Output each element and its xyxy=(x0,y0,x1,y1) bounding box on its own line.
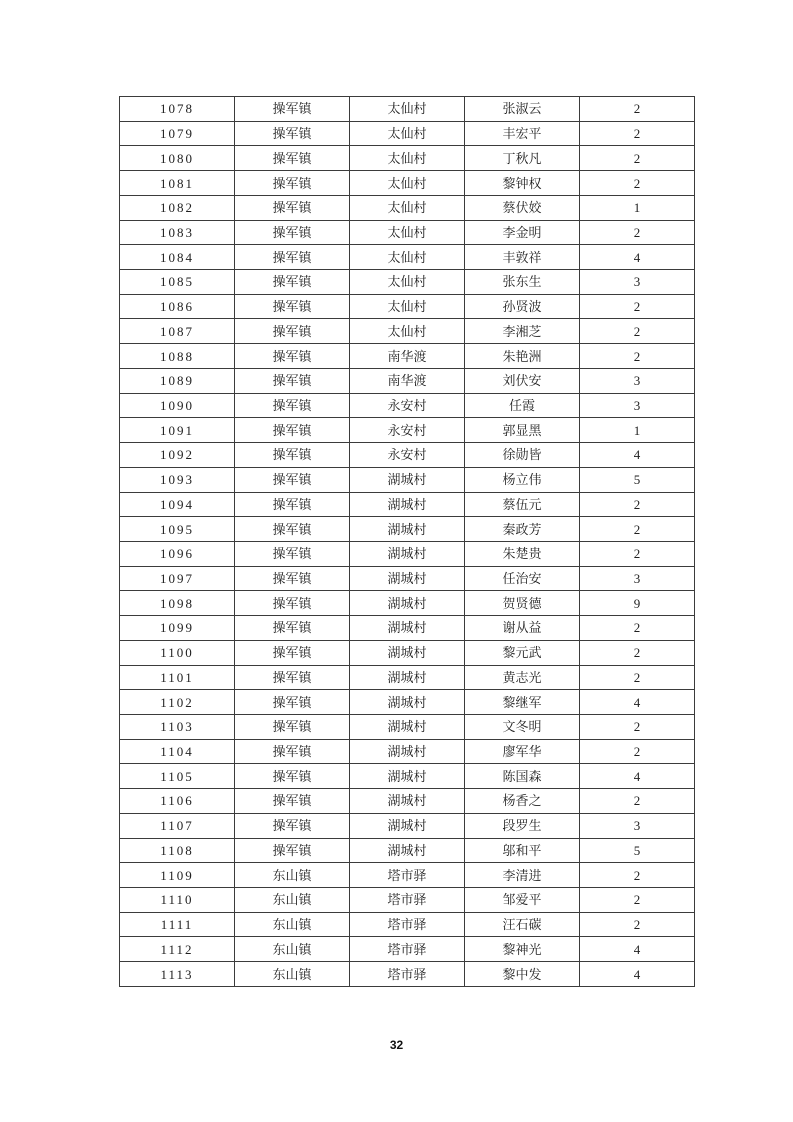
cell-count: 5 xyxy=(580,467,695,492)
cell-serial: 1104 xyxy=(120,739,235,764)
cell-town: 操军镇 xyxy=(235,393,350,418)
cell-count: 2 xyxy=(580,294,695,319)
cell-serial: 1091 xyxy=(120,418,235,443)
cell-town: 操军镇 xyxy=(235,616,350,641)
cell-name: 郭显黑 xyxy=(465,418,580,443)
cell-serial: 1093 xyxy=(120,467,235,492)
cell-serial: 1094 xyxy=(120,492,235,517)
cell-village: 湖城村 xyxy=(350,838,465,863)
table-row xyxy=(120,813,695,838)
cell-serial: 1088 xyxy=(120,344,235,369)
cell-name: 张淑云 xyxy=(465,97,580,122)
table-row xyxy=(120,566,695,591)
cell-name: 黎中发 xyxy=(465,962,580,987)
table-row xyxy=(120,294,695,319)
table-row xyxy=(120,393,695,418)
cell-town: 操军镇 xyxy=(235,714,350,739)
cell-village: 太仙村 xyxy=(350,270,465,295)
cell-count: 3 xyxy=(580,566,695,591)
cell-town: 操军镇 xyxy=(235,121,350,146)
cell-count: 2 xyxy=(580,97,695,122)
cell-name: 张东生 xyxy=(465,270,580,295)
cell-serial: 1110 xyxy=(120,888,235,913)
cell-name: 杨立伟 xyxy=(465,467,580,492)
cell-town: 操军镇 xyxy=(235,344,350,369)
cell-town: 东山镇 xyxy=(235,912,350,937)
cell-village: 太仙村 xyxy=(350,97,465,122)
cell-serial: 1097 xyxy=(120,566,235,591)
table-row xyxy=(120,146,695,171)
table-row xyxy=(120,690,695,715)
cell-town: 操军镇 xyxy=(235,467,350,492)
cell-serial: 1102 xyxy=(120,690,235,715)
cell-village: 湖城村 xyxy=(350,541,465,566)
cell-serial: 1112 xyxy=(120,937,235,962)
table-row xyxy=(120,220,695,245)
cell-serial: 1079 xyxy=(120,121,235,146)
cell-name: 蔡伏姣 xyxy=(465,195,580,220)
table-row xyxy=(120,443,695,468)
table-row xyxy=(120,467,695,492)
cell-name: 李金明 xyxy=(465,220,580,245)
cell-village: 太仙村 xyxy=(350,220,465,245)
cell-count: 4 xyxy=(580,245,695,270)
table-row xyxy=(120,517,695,542)
cell-town: 操军镇 xyxy=(235,764,350,789)
cell-town: 操军镇 xyxy=(235,319,350,344)
cell-serial: 1084 xyxy=(120,245,235,270)
cell-town: 操军镇 xyxy=(235,443,350,468)
cell-village: 永安村 xyxy=(350,393,465,418)
cell-name: 贺贤德 xyxy=(465,591,580,616)
cell-name: 黎继军 xyxy=(465,690,580,715)
cell-count: 2 xyxy=(580,517,695,542)
cell-serial: 1087 xyxy=(120,319,235,344)
cell-town: 东山镇 xyxy=(235,888,350,913)
cell-village: 太仙村 xyxy=(350,245,465,270)
cell-serial: 1111 xyxy=(120,912,235,937)
cell-name: 朱艳洲 xyxy=(465,344,580,369)
table-row xyxy=(120,764,695,789)
cell-count: 4 xyxy=(580,443,695,468)
cell-town: 操军镇 xyxy=(235,270,350,295)
cell-name: 陈国森 xyxy=(465,764,580,789)
cell-name: 孙贤波 xyxy=(465,294,580,319)
cell-town: 操军镇 xyxy=(235,220,350,245)
cell-village: 太仙村 xyxy=(350,171,465,196)
cell-village: 湖城村 xyxy=(350,690,465,715)
table-row xyxy=(120,171,695,196)
table-row xyxy=(120,616,695,641)
cell-town: 操军镇 xyxy=(235,665,350,690)
cell-name: 黎钟权 xyxy=(465,171,580,196)
cell-village: 湖城村 xyxy=(350,813,465,838)
cell-village: 湖城村 xyxy=(350,591,465,616)
cell-village: 湖城村 xyxy=(350,739,465,764)
table-row xyxy=(120,97,695,122)
cell-name: 丰敦祥 xyxy=(465,245,580,270)
table-row xyxy=(120,665,695,690)
cell-count: 2 xyxy=(580,789,695,814)
cell-serial: 1109 xyxy=(120,863,235,888)
data-table xyxy=(119,96,695,987)
cell-town: 操军镇 xyxy=(235,294,350,319)
cell-serial: 1095 xyxy=(120,517,235,542)
cell-count: 5 xyxy=(580,838,695,863)
cell-town: 操军镇 xyxy=(235,838,350,863)
cell-count: 2 xyxy=(580,863,695,888)
cell-name: 黎元武 xyxy=(465,640,580,665)
cell-town: 操军镇 xyxy=(235,813,350,838)
cell-name: 黎神光 xyxy=(465,937,580,962)
cell-name: 刘伏安 xyxy=(465,368,580,393)
cell-count: 1 xyxy=(580,418,695,443)
table-row xyxy=(120,319,695,344)
cell-town: 操军镇 xyxy=(235,368,350,393)
cell-count: 9 xyxy=(580,591,695,616)
cell-serial: 1086 xyxy=(120,294,235,319)
cell-village: 塔市驿 xyxy=(350,937,465,962)
cell-town: 操军镇 xyxy=(235,566,350,591)
cell-serial: 1113 xyxy=(120,962,235,987)
table-row xyxy=(120,912,695,937)
cell-village: 湖城村 xyxy=(350,616,465,641)
cell-village: 湖城村 xyxy=(350,492,465,517)
cell-town: 操军镇 xyxy=(235,97,350,122)
cell-serial: 1108 xyxy=(120,838,235,863)
cell-town: 操军镇 xyxy=(235,418,350,443)
cell-name: 蔡伍元 xyxy=(465,492,580,517)
cell-name: 秦政芳 xyxy=(465,517,580,542)
cell-count: 2 xyxy=(580,640,695,665)
cell-count: 3 xyxy=(580,368,695,393)
cell-count: 2 xyxy=(580,121,695,146)
cell-village: 塔市驿 xyxy=(350,912,465,937)
cell-village: 太仙村 xyxy=(350,195,465,220)
cell-village: 湖城村 xyxy=(350,714,465,739)
cell-name: 徐勋皆 xyxy=(465,443,580,468)
cell-count: 3 xyxy=(580,813,695,838)
cell-count: 2 xyxy=(580,665,695,690)
cell-village: 湖城村 xyxy=(350,789,465,814)
cell-serial: 1082 xyxy=(120,195,235,220)
cell-name: 杨香之 xyxy=(465,789,580,814)
table-row xyxy=(120,591,695,616)
cell-town: 操军镇 xyxy=(235,640,350,665)
table-row xyxy=(120,492,695,517)
cell-town: 东山镇 xyxy=(235,937,350,962)
cell-count: 2 xyxy=(580,220,695,245)
cell-serial: 1105 xyxy=(120,764,235,789)
cell-village: 太仙村 xyxy=(350,146,465,171)
cell-name: 李清进 xyxy=(465,863,580,888)
table-row xyxy=(120,195,695,220)
cell-name: 邬和平 xyxy=(465,838,580,863)
cell-serial: 1106 xyxy=(120,789,235,814)
cell-name: 丁秋凡 xyxy=(465,146,580,171)
cell-serial: 1089 xyxy=(120,368,235,393)
cell-village: 塔市驿 xyxy=(350,863,465,888)
cell-count: 3 xyxy=(580,393,695,418)
cell-count: 2 xyxy=(580,344,695,369)
cell-village: 湖城村 xyxy=(350,566,465,591)
cell-name: 丰宏平 xyxy=(465,121,580,146)
cell-village: 湖城村 xyxy=(350,764,465,789)
cell-village: 南华渡 xyxy=(350,368,465,393)
cell-name: 任治安 xyxy=(465,566,580,591)
cell-name: 李湘芝 xyxy=(465,319,580,344)
cell-village: 太仙村 xyxy=(350,294,465,319)
cell-serial: 1098 xyxy=(120,591,235,616)
cell-count: 2 xyxy=(580,912,695,937)
cell-town: 东山镇 xyxy=(235,863,350,888)
cell-name: 邹爱平 xyxy=(465,888,580,913)
cell-name: 朱楚贵 xyxy=(465,541,580,566)
cell-count: 2 xyxy=(580,319,695,344)
cell-count: 2 xyxy=(580,616,695,641)
table-row xyxy=(120,121,695,146)
cell-count: 2 xyxy=(580,171,695,196)
cell-village: 湖城村 xyxy=(350,640,465,665)
cell-count: 1 xyxy=(580,195,695,220)
cell-village: 太仙村 xyxy=(350,121,465,146)
cell-name: 文冬明 xyxy=(465,714,580,739)
cell-name: 段罗生 xyxy=(465,813,580,838)
table-row xyxy=(120,270,695,295)
cell-serial: 1083 xyxy=(120,220,235,245)
cell-count: 2 xyxy=(580,739,695,764)
cell-count: 4 xyxy=(580,937,695,962)
cell-serial: 1078 xyxy=(120,97,235,122)
cell-name: 汪石碳 xyxy=(465,912,580,937)
table-row xyxy=(120,739,695,764)
cell-serial: 1080 xyxy=(120,146,235,171)
cell-village: 湖城村 xyxy=(350,467,465,492)
table-row xyxy=(120,418,695,443)
cell-serial: 1099 xyxy=(120,616,235,641)
cell-town: 操军镇 xyxy=(235,739,350,764)
cell-town: 操军镇 xyxy=(235,492,350,517)
cell-count: 4 xyxy=(580,962,695,987)
cell-serial: 1085 xyxy=(120,270,235,295)
cell-village: 湖城村 xyxy=(350,517,465,542)
cell-serial: 1090 xyxy=(120,393,235,418)
table-row xyxy=(120,368,695,393)
cell-serial: 1101 xyxy=(120,665,235,690)
cell-count: 2 xyxy=(580,492,695,517)
cell-town: 操军镇 xyxy=(235,171,350,196)
cell-serial: 1100 xyxy=(120,640,235,665)
cell-name: 任霞 xyxy=(465,393,580,418)
cell-count: 4 xyxy=(580,764,695,789)
table-row xyxy=(120,245,695,270)
cell-village: 塔市驿 xyxy=(350,962,465,987)
table-row xyxy=(120,863,695,888)
cell-count: 4 xyxy=(580,690,695,715)
cell-town: 操军镇 xyxy=(235,146,350,171)
page-number: 32 xyxy=(389,1038,404,1052)
cell-town: 操军镇 xyxy=(235,591,350,616)
table-row xyxy=(120,640,695,665)
cell-village: 塔市驿 xyxy=(350,888,465,913)
cell-serial: 1092 xyxy=(120,443,235,468)
table-row xyxy=(120,888,695,913)
table-row xyxy=(120,541,695,566)
cell-serial: 1096 xyxy=(120,541,235,566)
table-row xyxy=(120,962,695,987)
cell-count: 2 xyxy=(580,146,695,171)
cell-count: 2 xyxy=(580,888,695,913)
table-row xyxy=(120,838,695,863)
table-row xyxy=(120,344,695,369)
cell-village: 永安村 xyxy=(350,443,465,468)
cell-name: 谢从益 xyxy=(465,616,580,641)
cell-count: 2 xyxy=(580,714,695,739)
cell-town: 操军镇 xyxy=(235,789,350,814)
cell-town: 操军镇 xyxy=(235,517,350,542)
cell-town: 操军镇 xyxy=(235,245,350,270)
cell-serial: 1081 xyxy=(120,171,235,196)
cell-name: 廖军华 xyxy=(465,739,580,764)
cell-village: 南华渡 xyxy=(350,344,465,369)
table-row xyxy=(120,714,695,739)
table-row xyxy=(120,937,695,962)
cell-village: 太仙村 xyxy=(350,319,465,344)
cell-serial: 1107 xyxy=(120,813,235,838)
cell-village: 湖城村 xyxy=(350,665,465,690)
cell-count: 3 xyxy=(580,270,695,295)
cell-town: 操军镇 xyxy=(235,690,350,715)
cell-count: 2 xyxy=(580,541,695,566)
cell-town: 操军镇 xyxy=(235,541,350,566)
cell-town: 操军镇 xyxy=(235,195,350,220)
table-row xyxy=(120,789,695,814)
cell-village: 永安村 xyxy=(350,418,465,443)
cell-town: 东山镇 xyxy=(235,962,350,987)
cell-serial: 1103 xyxy=(120,714,235,739)
cell-name: 黄志光 xyxy=(465,665,580,690)
